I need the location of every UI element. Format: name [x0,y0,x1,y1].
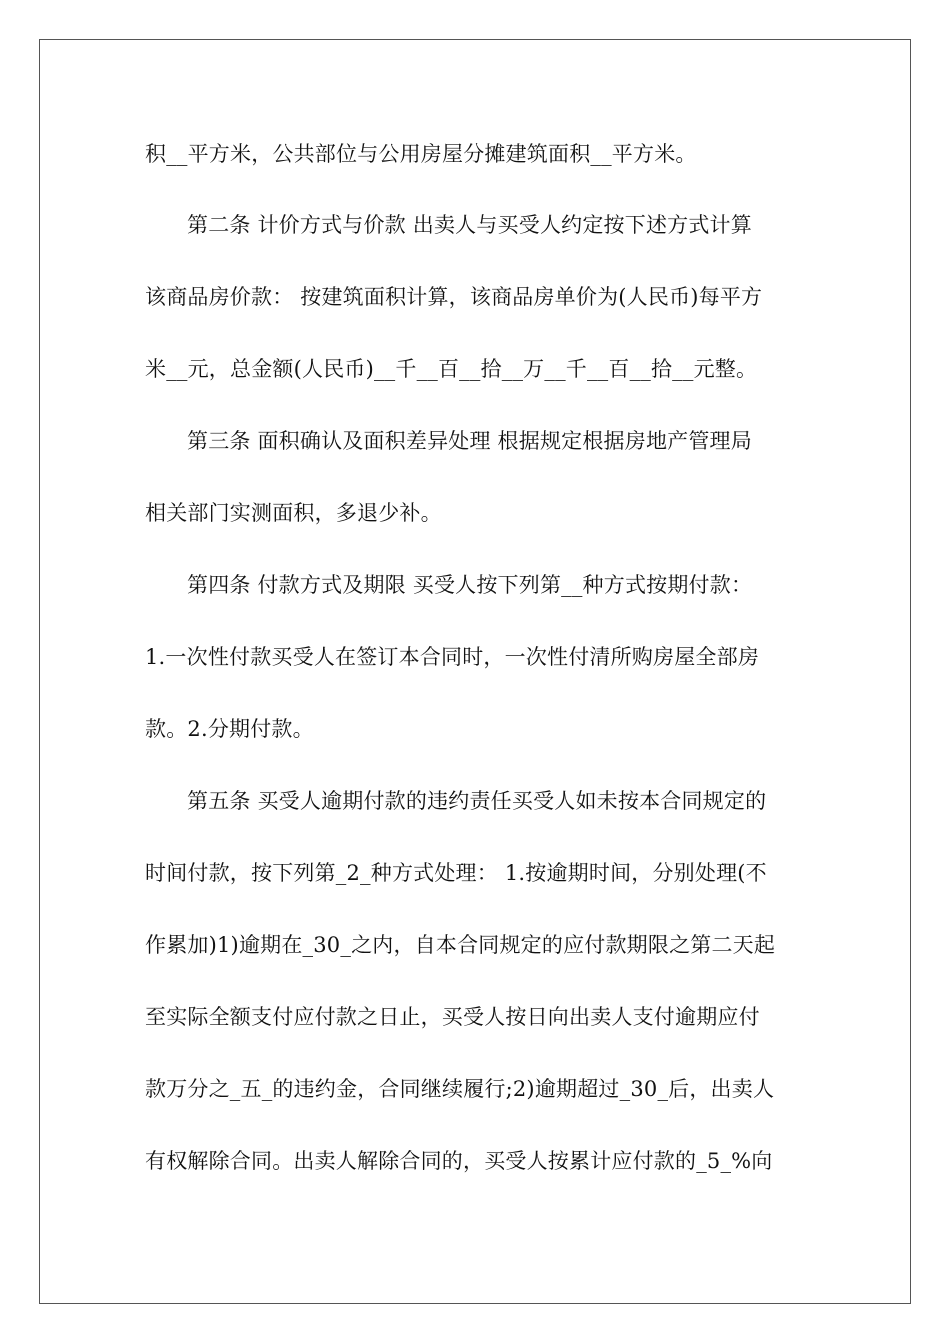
text-line: 第五条 买受人逾期付款的违约责任买受人如未按本合同规定的 [187,789,767,813]
text-line: 该商品房价款： 按建筑面积计算，该商品房单价为(人民币)每平方 [145,285,763,309]
text-line: 款。2.分期付款。 [145,717,314,741]
text-line: 米__元，总金额(人民币)__千__百__拾__万__千__百__拾__元整。 [145,357,758,381]
text-line: 第三条 面积确认及面积差异处理 根据规定根据房地产管理局 [187,429,752,453]
text-line: 第四条 付款方式及期限 买受人按下列第__种方式按期付款： [187,573,753,597]
text-line: 积__平方米，公共部位与公用房屋分摊建筑面积__平方米。 [145,142,697,166]
text-line: 第二条 计价方式与价款 出卖人与买受人约定按下述方式计算 [187,213,752,237]
text-line: 1.一次性付款买受人在签订本合同时，一次性付清所购房屋全部房 [145,645,760,669]
text-line: 作累加)1)逾期在_30_之内，自本合同规定的应付款期限之第二天起 [145,933,776,957]
text-line: 相关部门实测面积，多退少补。 [145,501,442,525]
text-line: 至实际全额支付应付款之日止，买受人按日向出卖人支付逾期应付 [145,1005,760,1029]
text-line: 时间付款，按下列第_2_种方式处理： 1.按逾期时间，分别处理(不 [145,861,767,885]
text-line: 款万分之_五_的违约金，合同继续履行;2)逾期超过_30_后，出卖人 [145,1077,775,1101]
text-line: 有权解除合同。出卖人解除合同的，买受人按累计应付款的_5_%向 [145,1149,773,1173]
